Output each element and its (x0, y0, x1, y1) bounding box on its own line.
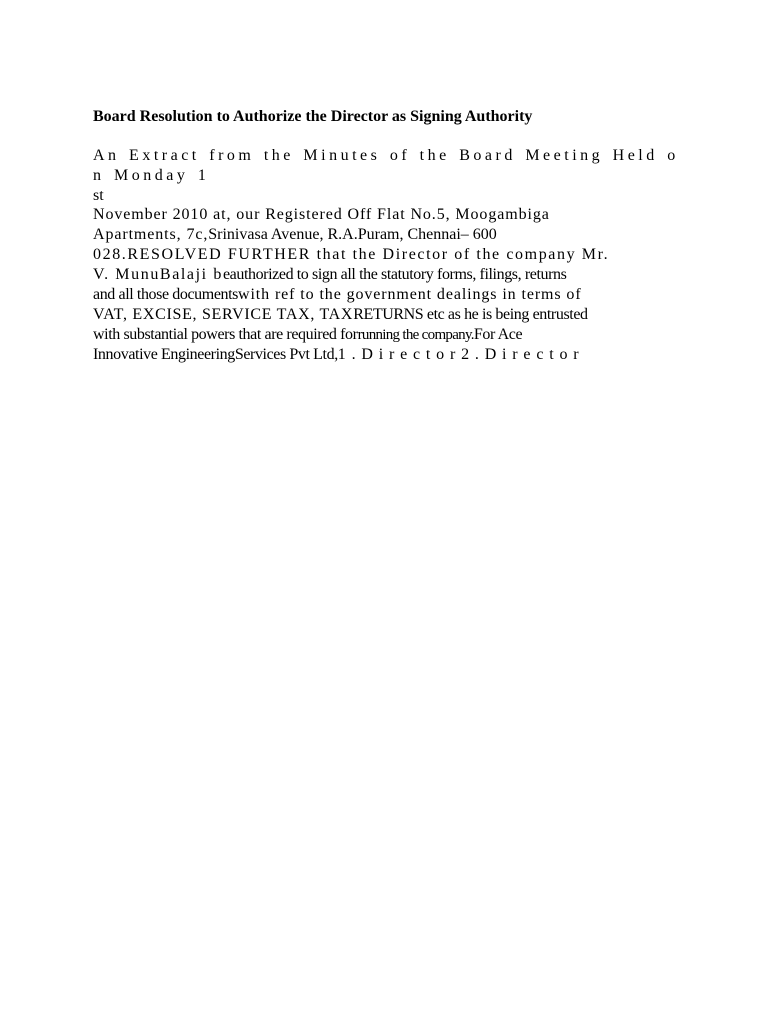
body-line-1 (93, 146, 683, 166)
body-text-segment: Services Pvt Ltd, (234, 346, 338, 363)
body-text-segment: RETURNS etc as he is being entrusted (353, 306, 588, 323)
body-line-5 (93, 225, 683, 245)
body-text-segment: For Ace (473, 326, 523, 343)
body-line-11 (93, 345, 683, 365)
body-text-segment: running the company. (357, 327, 474, 343)
body-line-6 (93, 245, 683, 265)
body-text-segment: and all those documents (93, 286, 238, 303)
body-line-7 (93, 265, 683, 285)
body-text-segment: 1 . D i r e c t o r 2 . D i r e c t o r (337, 346, 580, 363)
document-body (93, 146, 683, 365)
body-text-segment: n Monday 1 (93, 167, 210, 184)
body-text-segment: VAT, EXCISE, SERVICE TAX, TAX (93, 306, 354, 323)
body-line-4 (93, 205, 683, 225)
document-title: Board Resolution to Authorize the Director as Signing Authority (93, 108, 533, 125)
body-text-segment: with ref to the government dealings in terms of (238, 286, 582, 303)
body-text-segment: with substantial powers that are required for (93, 326, 358, 343)
body-text-segment: Srinivasa Avenue, R.A.Puram, Chennai– 600 (208, 226, 497, 243)
body-text-segment: 028.RESOLVED FURTHER that the Director of the company Mr. (93, 246, 610, 263)
body-line-3 (93, 186, 683, 205)
body-text-segment: November 2010 at, our Registered Off Flat No.5, Moogambiga (93, 206, 550, 223)
body-text-segment: Innovative Engineering (93, 346, 235, 363)
body-text-segment: An Extract from the Minutes of the Board Meeting Held o (93, 147, 679, 164)
body-text-segment: st (93, 187, 104, 204)
body-line-9 (93, 305, 683, 325)
body-text-segment: eauthorized to sign all the statutory forms, filings, returns (222, 266, 567, 283)
body-line-2 (93, 166, 683, 186)
body-line-8 (93, 285, 683, 305)
body-text-segment: Apartments, 7c, (93, 226, 209, 243)
body-text-segment: V. MunuBalaji b (93, 266, 223, 283)
body-line-10 (93, 325, 683, 345)
